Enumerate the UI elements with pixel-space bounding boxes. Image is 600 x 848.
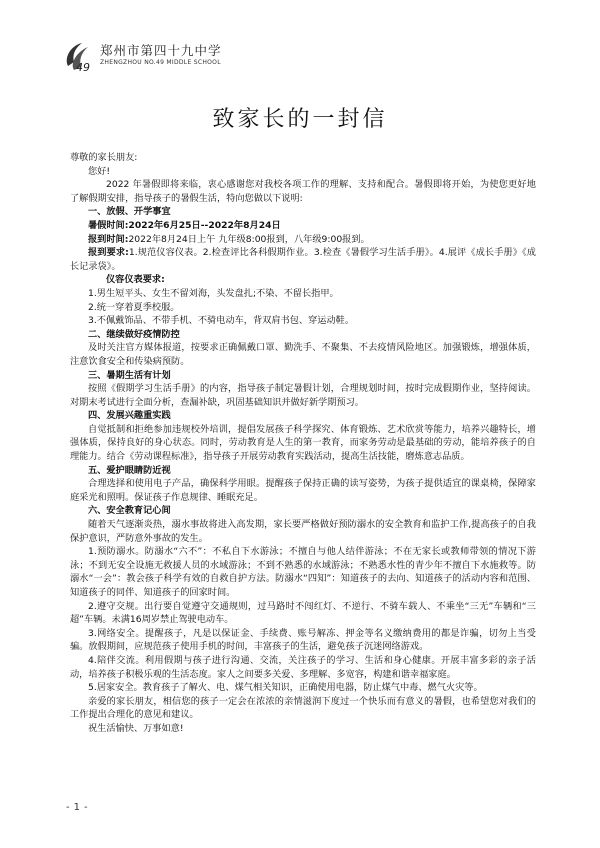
letter-line: 祝生活愉快、万事如意!	[88, 722, 184, 734]
letter-line: 3.不佩戴饰品、不带手机、不骑电动车，背双肩书包、穿运动鞋。	[88, 315, 355, 327]
letter-line: 及时关注官方媒体报道，按要求正确佩戴口罩、勤洗手、不聚集、不去疫情风险地区。加强锻炼，增强体质，注意饮食安全和传染病预防。	[70, 342, 536, 367]
letter-line: 合理选择和使用电子产品，确保科学用眼。提醒孩子保持正确的读写姿势，为孩子提供适宜的课桌椅，保障家庭采光和照明。保证孩子作息规律、睡眠充足。	[70, 478, 536, 503]
letter-line: 亲爱的家长朋友，相信您的孩子一定会在浓浓的亲情滋润下度过一个快乐而有意义的暑假，也希望您对我们的工作提出合理化的意见和建议。	[70, 695, 536, 721]
letter-line: 4.陪伴交流。利用假期与孩子进行沟通、交流，关注孩子的学习、生活和身心健康。开展丰富多彩的亲子活动，培养孩子积极乐观的生活态度。家人之间要多关爱、多理解、多宽容，构建和谐幸福家庭。	[70, 654, 536, 680]
letter-line: 3.网络安全。提醒孩子，凡是以保证金、手续费、账号解冻、押金等名义缴纳费用的都是诈骗，切勿上当受骗。放假期间，应规范孩子使用手机的时间，丰富孩子的生活，避免孩子沉迷网络游戏。	[70, 627, 536, 653]
letter-line: 5.居家安全。教育孩子了解火、电、煤气相关知识，正确使用电器，防止煤气中毒、燃气火灾等。	[88, 682, 483, 694]
letter-line: 2.遵守交规。出行要自觉遵守交通规则，过马路时不闯红灯、不逆行、不骑车载人、不乘坐“三无”车辆和“三超”车辆。未满16周岁禁止驾驶电动车。	[70, 600, 536, 626]
line-label: 报到时间:	[88, 233, 129, 245]
letter-line: 四、发展兴趣重实践	[88, 410, 171, 422]
letter-line: 五、爱护眼睛防近视	[88, 464, 171, 476]
school-name-en: ZHENGZHOU NO.49 MIDDLE SCHOOL	[100, 59, 221, 66]
letter-line: 自觉抵制和拒绝参加违规校外培训，提倡发展孩子科学探究、体育锻炼、艺术欣赏等能力，培养兴趣特长，增强体质，保持良好的身心状态。同时，劳动教育是人生的第一教育，而家务劳动是最基础的劳动，能培养孩子的自理能力。结合《劳动课程标准》，指导孩子开展劳动教育实践活动，提高生活技能，磨炼意志品质。	[70, 423, 536, 463]
letter-line: 1.男生短平头、女生不留刘海，头发盘扎;不染、不留长指甲。	[88, 287, 339, 299]
line-text: 2022年8月24日上午 九年级8:00报到，八年级9:00报到。	[128, 233, 370, 245]
letter-title: 致家长的一封信	[212, 107, 388, 132]
letter-line: 三、暑期生活有计划	[88, 369, 171, 381]
letter-line: 仪容仪表要求:	[106, 274, 165, 286]
letter-line: 六、安全教育记心间	[88, 505, 171, 517]
letter-line	[70, 246, 536, 273]
letter-body	[70, 151, 536, 736]
school-header	[62, 38, 302, 78]
letter-line: 尊敬的家长朋友:	[70, 152, 138, 163]
letter-line: 2.统一穿着夏季校服。	[88, 301, 180, 313]
letter-line	[70, 233, 536, 247]
letter-line: 一、放假、开学事宜	[88, 206, 171, 218]
letter-line: 按照《假期学习生活手册》的内容，指导孩子制定暑假计划，合理规划时间，按时完成假期作业，坚持阅读。对期末考试进行全面分析，查漏补缺，巩固基础知识并做好新学期预习。	[70, 383, 536, 408]
letter-line: 暑假时间:2022年6月25日--2022年8月24日	[88, 219, 281, 231]
letter-line: 随着天气逐渐炎热，溺水事故将进入高发期，家长要严格做好预防溺水的安全教育和监护工作,提高孩子的自我保护意识，严防意外事故的发生。	[70, 519, 536, 544]
letter-line: 您好!	[88, 165, 111, 177]
svg-text:49: 49	[76, 61, 90, 74]
letter-line: 二、继续做好疫情防控	[88, 328, 180, 340]
school-49-logo-icon	[62, 40, 96, 74]
letter-line: 1.预防溺水。防溺水“六不”：不私自下水游泳；不擅自与他人结伴游泳；不在无家长或教师带领的情况下游泳；不到无安全设施无救援人员的水域游泳；不到不熟悉的水域游泳；不熟悉水性的青少年不擅自下水施救等。防溺水“一会”：教会孩子科学有效的自救自护方法。防溺水“四知”：知道孩子的去向、知道孩子的活动内容和范围、知道孩子的同伴、知道孩子的回家时间。	[70, 546, 536, 598]
line-text: 1.规范仪容仪表。2.检查评比各科假期作业。3.检查《暑假学习生活手册》。4.展评《成长手册》《成长记录袋》。	[70, 247, 536, 272]
letter-line: 2022 年暑假即将来临，衷心感谢您对我校各项工作的理解、支持和配合。暑假即将开始，为使您更好地了解假期安排，指导孩子的暑假生活，特向您做以下说明:	[70, 179, 536, 204]
school-name: 郑州市第四十九中学	[100, 43, 222, 58]
page-number: -1-	[66, 802, 92, 813]
line-label: 报到要求:	[88, 247, 129, 259]
